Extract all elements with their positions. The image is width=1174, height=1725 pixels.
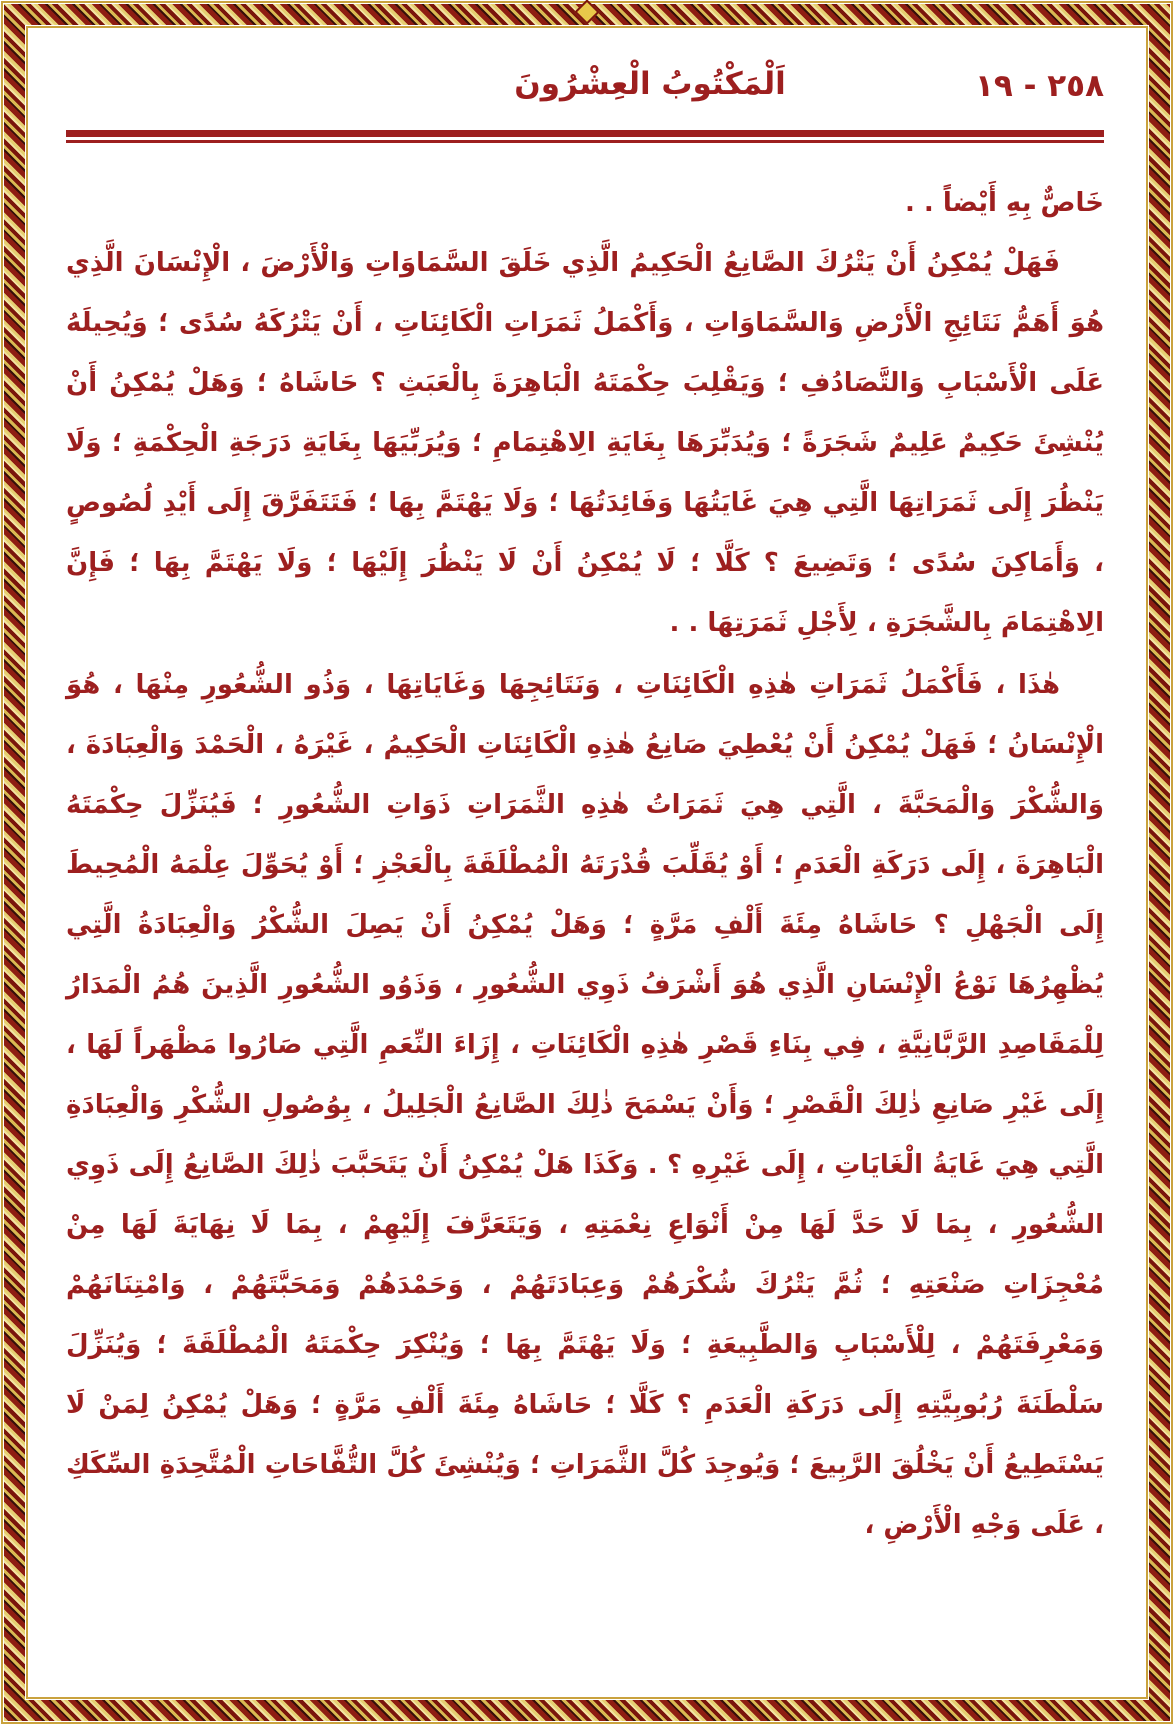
page-header <box>66 66 1104 118</box>
top-diamond-ornament <box>574 0 599 25</box>
paragraph-1: فَهَلْ يُمْكِنُ أَنْ يَتْرُكَ الصَّانِعُ الْحَكِيمُ الَّذِي خَلَقَ السَّمَاوَاتِ وَالْأَرْضَ ، الْإِنْسَانَ الَّذِي هُوَ أَهَمُّ نَتَائِجِ الْأَرْضِ وَالسَّمَاوَاتِ ، وَأَكْمَلُ ثَمَرَاتِ الْكَائِنَاتِ ، أَنْ يَتْرُكَهُ سُدًى ؛ وَيُحِيلَهُ عَلَى الْأَسْبَابِ وَالتَّصَادُفِ ؛ وَيَقْلِبَ حِكْمَتَهُ الْبَاهِرَةَ بِالْعَبَثِ ؟ حَاشَاهُ ؛ وَهَلْ يُمْكِنُ أَنْ يُنْشِئَ حَكِيمٌ عَلِيمٌ شَجَرَةً ؛ وَيُدَبِّرَهَا بِغَايَةِ الِاهْتِمَامِ ؛ وَيُرَبِّيَهَا بِغَايَةِ دَرَجَةِ الْحِكْمَةِ ؛ وَلَا يَنْظُرَ إِلَى ثَمَرَاتِهَا الَّتِي هِيَ غَايَتُهَا وَفَائِدَتُهَا ؛ وَلَا يَهْتَمَّ بِهَا ؛ فَتَتَفَرَّقَ إِلَى أَيْدِ لُصُوصٍ ، وَأَمَاكِنَ سُدًى ؛ وَتَضِيعَ ؟ كَلَّا ؛ لَا يُمْكِنُ أَنْ لَا يَنْظُرَ إِلَيْهَا ؛ وَلَا يَهْتَمَّ بِهَا ؛ فَإِنَّ الِاهْتِمَامَ بِالشَّجَرَةِ ، لِأَجْلِ ثَمَرَتِهَا . . <box>66 248 1104 638</box>
subheading-line: خَاصٌّ بِهِ أَيْضاً . . <box>904 188 1104 218</box>
header-rule <box>66 130 1104 143</box>
page-title: اَلْمَكْتُوبُ الْعِشْرُونَ <box>514 66 786 102</box>
paragraph-2: هٰذَا ، فَأَكْمَلُ ثَمَرَاتِ هٰذِهِ الْكَائِنَاتِ ، وَنَتَائِجِهَا وَغَايَاتِهَا ، وَذُو الشُّعُورِ مِنْهَا ، هُوَ الْإِنْسَانُ ؛ فَهَلْ يُمْكِنُ أَنْ يُعْطِيَ صَانِعُ هٰذِهِ الْكَائِنَاتِ الْحَكِيمُ ، غَيْرَهُ ، الْحَمْدَ وَالْعِبَادَةَ ، وَالشُّكْرَ وَالْمَحَبَّةَ ، الَّتِي هِيَ ثَمَرَاتُ هٰذِهِ الثَّمَرَاتِ ذَوَاتِ الشُّعُورِ ؛ فَيُنَزِّلَ حِكْمَتَهُ الْبَاهِرَةَ ، إِلَى دَرَكَةِ الْعَدَمِ ؛ أَوْ يُقَلِّبَ قُدْرَتَهُ الْمُطْلَقَةَ بِالْعَجْزِ ؛ أَوْ يُحَوِّلَ عِلْمَهُ الْمُحِيطَ إِلَى الْجَهْلِ ؟ حَاشَاهُ مِئَةَ أَلْفِ مَرَّةٍ ؛ وَهَلْ يُمْكِنُ أَنْ يَصِلَ الشُّكْرُ وَالْعِبَادَةُ الَّتِي يُظْهِرُهَا نَوْعُ الْإِنْسَانِ الَّذِي هُوَ أَشْرَفُ ذَوِي الشُّعُورِ ، وَذَوُو الشُّعُورِ الَّذِينَ هُمُ الْمَدَارُ لِلْمَقَاصِدِ الرَّبَّانِيَّةِ ، فِي بِنَاءِ قَصْرِ هٰذِهِ الْكَائِنَاتِ ، إِزَاءَ النِّعَمِ الَّتِي صَارُوا مَظْهَراً لَهَا ، إِلَى غَيْرِ صَانِعِ ذٰلِكَ الْقَصْرِ ؛ وَأَنْ يَسْمَحَ ذٰلِكَ الصَّانِعُ الْجَلِيلُ ، بِوُصُولِ الشُّكْرِ وَالْعِبَادَةِ الَّتِي هِيَ غَايَةُ الْغَايَاتِ ، إِلَى غَيْرِهِ ؟ . وَكَذَا هَلْ يُمْكِنُ أَنْ يَتَحَبَّبَ ذٰلِكَ الصَّانِعُ إِلَى ذَوِي الشُّعُورِ ، بِمَا لَا حَدَّ لَهَا مِنْ أَنْوَاعِ نِعْمَتِهِ ، وَيَتَعَرَّفَ إِلَيْهِمْ ، بِمَا لَا نِهَايَةَ لَهَا مِنْ مُعْجِزَاتِ صَنْعَتِهِ ؛ ثُمَّ يَتْرُكَ شُكْرَهُمْ وَعِبَادَتَهُمْ ، وَحَمْدَهُمْ وَمَحَبَّتَهُمْ ، وَامْتِنَانَهُمْ وَمَعْرِفَتَهُمْ ، لِلْأَسْبَابِ وَالطَّبِيعَةِ ؛ وَلَا يَهْتَمَّ بِهَا ؛ وَيُنْكِرَ حِكْمَتَهُ الْمُطْلَقَةَ ؛ وَيُنَزِّلَ سَلْطَنَةَ رُبُوبِيَّتِهِ إِلَى دَرَكَةِ الْعَدَمِ ؟ كَلَّا ؛ حَاشَاهُ مِئَةَ أَلْفِ مَرَّةٍ ؛ وَهَلْ يُمْكِنُ لِمَنْ لَا يَسْتَطِيعُ أَنْ يَخْلُقَ الرَّبِيعَ ؛ وَيُوجِدَ كُلَّ الثَّمَرَاتِ ؛ وَيُنْشِئَ كُلَّ التُّفَّاحَاتِ الْمُتَّحِدَةِ السِّكَكِ ، عَلَى وَجْهِ الْأَرْضِ ، <box>66 670 1104 1540</box>
body-text <box>66 173 1104 1555</box>
page-number: ٢٥٨ - ١٩ <box>974 68 1104 104</box>
page-content <box>66 66 1104 1685</box>
